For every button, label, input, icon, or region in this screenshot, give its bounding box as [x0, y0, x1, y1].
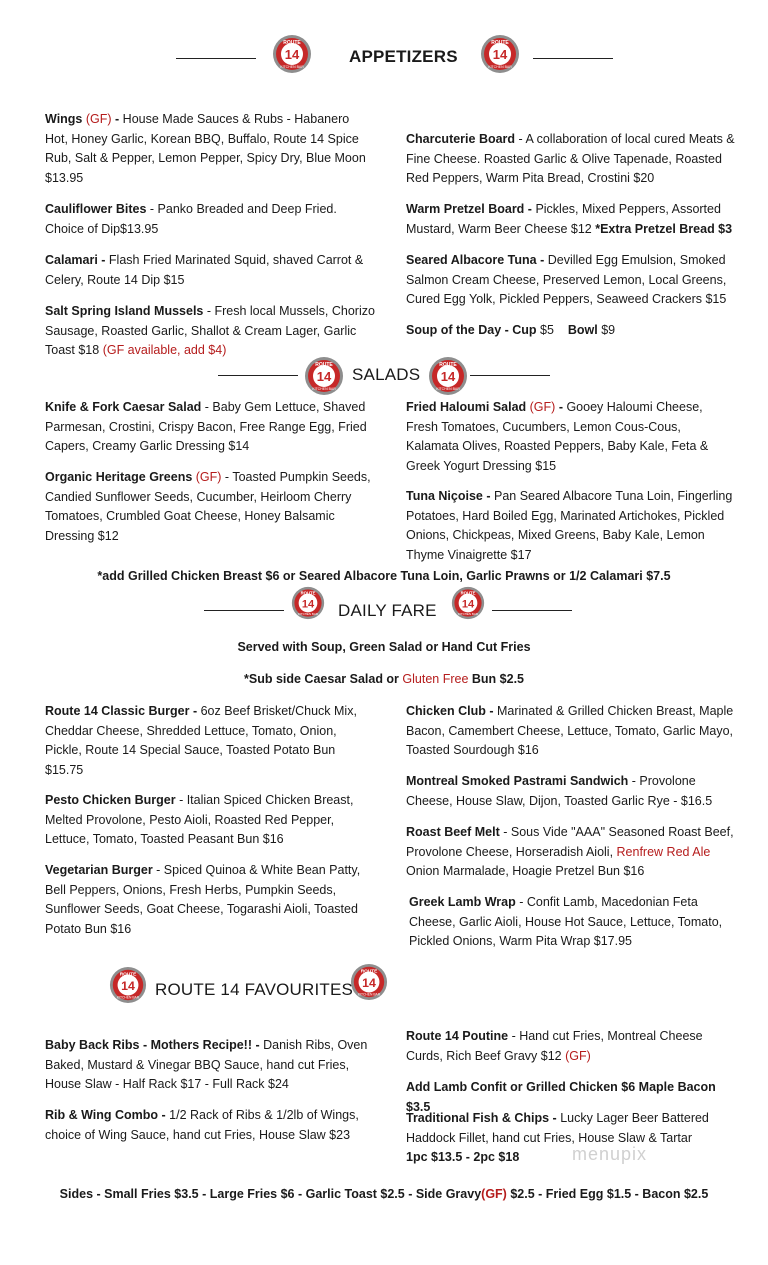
logo-sub-text: KITCHEN BAR [436, 387, 460, 391]
appetizers-rule-left [176, 58, 256, 59]
item-name: Seared Albacore Tuna - [406, 253, 548, 267]
salads-rule-right [470, 375, 550, 376]
menu-item-vegetarian-burger [45, 861, 375, 939]
item-name: Baby Back Ribs - Mothers Recipe!! - [45, 1038, 264, 1052]
item-extra: *Extra Pretzel Bread $3 [595, 221, 733, 236]
route14-logo [428, 356, 468, 396]
item-name: Vegetarian Burger [45, 863, 153, 877]
item-price-cup: $5 [536, 323, 554, 337]
logo-sub-text: KITCHEN BAR [458, 611, 478, 616]
route14-logo [451, 586, 485, 620]
section-title-favourites: ROUTE 14 FAVOURITES [155, 980, 354, 999]
item-name: Pesto Chicken Burger [45, 793, 176, 807]
item-name: Charcuterie Board [406, 132, 516, 146]
item-name: Soup of the Day - Cup [406, 323, 537, 337]
item-name: Calamari - [45, 253, 109, 267]
item-desc: Flash Fried Marinated Squid, shaved Carrot & Celery, Route 14 Dip $15 [45, 253, 364, 287]
item-desc: - Toasted Pumpkin Seeds, Candied Sunflower Seeds, Cucumber, Heirloom Cherry Tomatoes, Crumbled Goat Cheese, Honey Balsamic Dressing $12 [45, 470, 371, 543]
menu-item-charcuterie [406, 130, 736, 189]
logo-number: 14 [316, 369, 332, 384]
logo-route-text: ROUTE [491, 40, 509, 46]
gf-note: (GF available, add $4) [102, 343, 227, 357]
logo-sub-text: KITCHEN BAR [280, 65, 304, 69]
logo-number: 14 [121, 978, 135, 993]
item-desc: 6oz Beef Brisket/Chuck Mix, Cheddar Cheese, Shredded Lettuce, Tomato, Onion, Pickle, Route 14 Special Sauce, Toasted Potato Bun [45, 704, 357, 757]
menu-item-baby-back-ribs [45, 1036, 375, 1095]
item-name: Cauliflower Bites [45, 202, 147, 216]
menu-item-haloumi-salad [406, 398, 736, 476]
logo-sub-text: KITCHEN BAR [357, 992, 381, 997]
menu-item-tuna-nicoise [406, 487, 736, 565]
item-name: Route 14 Poutine [406, 1029, 509, 1043]
item-desc: - Baby Gem Lettuce, Shaved Parmesan, Crostini, Crispy Bacon, Free Range Egg, Fried Capers, Creamy Garlic Dressing $14 [45, 400, 367, 453]
menu-item-rib-wing-combo [45, 1106, 375, 1145]
logo-sub-text: KITCHEN BAR [488, 65, 512, 69]
item-desc: Danish Ribs, Oven Baked, Mustard & Vinegar BBQ Sauce, hand cut Fries, House Slaw - Half Rack $17 - Full Rack $24 [45, 1038, 368, 1091]
item-name: Fried Haloumi Salad [406, 400, 527, 414]
daily-fare-served-note: Served with Soup, Green Salad or Hand Cut Fries [237, 640, 531, 654]
item-desc: Marinated & Grilled Chicken Breast, Maple Bacon, Camembert Cheese, Lettuce, Tomato, Garlic Mayo, Toasted Sourdough $16 [406, 704, 734, 757]
item-desc: - Sous Vide "AAA" Seasoned Roast Beef, Provolone Cheese, Horseradish Aioli, [406, 825, 734, 859]
menu-item-wings [45, 110, 375, 188]
item-desc: Gooey Haloumi Cheese, Fresh Tomatoes, Cucumbers, Lemon Cous-Cous, Kalamata Olives, Roasted Peppers, Baby Kale, Feta & Greek Yogurt Dressing $15 [406, 400, 709, 473]
logo-number: 14 [301, 598, 315, 611]
item-desc: - Spiced Quinoa & White Bean Patty, Bell Peppers, Onions, Fresh Herbs, Pumpkin Seeds, Sunflower Seeds, Goat Cheese, Togarashi Aioli, Toasted Potato Bun $16 [45, 863, 361, 936]
logo-sub-text: KITCHEN BAR [312, 387, 336, 391]
item-name: Route 14 Classic Burger - [45, 704, 201, 718]
item-name: Greek Lamb Wrap [409, 895, 516, 909]
daily-fare-rule-right [492, 610, 572, 611]
section-title-daily-fare: DAILY FARE [338, 601, 437, 620]
route14-logo [109, 966, 147, 1004]
sides-line [0, 1185, 768, 1205]
item-name: Traditional Fish & Chips - [406, 1111, 561, 1125]
menu-item-cauliflower-bites [45, 200, 375, 239]
sub-note-gf: Gluten Free [402, 672, 469, 686]
menu-item-roast-beef-melt [406, 823, 736, 882]
item-desc: - Hand cut Fries, Montreal Cheese Curds, Rich Beef Gravy $12 [406, 1029, 703, 1063]
item-name: Warm Pretzel Board - [406, 202, 536, 216]
menu-item-mussels [45, 302, 375, 361]
gf-badge: (GF) [565, 1048, 591, 1063]
menu-item-fish-chips [406, 1109, 736, 1168]
logo-route-text: ROUTE [119, 972, 137, 978]
watermark: menupix [572, 1144, 648, 1164]
item-desc: Pan Seared Albacore Tuna Loin, Fingerling Potatoes, Hard Boiled Egg, Marinated Artichokes, Pickled Onions, Chickpeas, Mixed Greens, Baby Kale, Lemon Thyme Vinaigrette $17 [406, 489, 733, 562]
menu-item-pastrami-sandwich [406, 772, 736, 811]
salad-addon-note: *add Grilled Chicken Breast $6 or Seared Albacore Tuna Loin, Garlic Prawns or 1/2 Calamari $7.5 [97, 569, 671, 583]
sides-gf: (GF) [481, 1187, 507, 1201]
item-desc: - Fresh local Mussels, Chorizo Sausage, Roasted Garlic, Shallot & Cream Lager, Garlic Toast $18 [45, 304, 375, 357]
logo-route-text: ROUTE [460, 590, 476, 596]
gf-badge: (GF) [526, 400, 556, 414]
route14-logo [350, 963, 388, 1001]
route14-logo [291, 586, 325, 620]
item-desc: House Made Sauces & Rubs - Habanero Hot, Honey Garlic, Korean BBQ, Buffalo, Route 14 Spice Rub, Salt & Pepper, Lemon Pepper, Spicy Dry, Blue Moon [45, 112, 366, 165]
item-name: Wings [45, 112, 83, 126]
gf-badge: (GF) [85, 112, 112, 126]
logo-number: 14 [492, 47, 508, 62]
item-price: $13.95 [120, 221, 159, 236]
menu-item-calamari [45, 251, 375, 290]
logo-sub-text: KITCHEN BAR [298, 611, 318, 616]
logo-route-text: ROUTE [439, 362, 457, 368]
logo-sub-text: KITCHEN BAR [116, 995, 140, 1000]
item-desc: - Confit Lamb, Macedonian Feta Cheese, Garlic Aioli, House Hot Sauce, Lettuce, Tomato, Pickled Onions, Warm Pita Wrap $17.95 [409, 895, 723, 948]
section-title-appetizers: APPETIZERS [349, 47, 458, 66]
logo-route-text: ROUTE [360, 969, 378, 975]
daily-fare-sub-note [0, 670, 768, 690]
item-desc: Lucky Lager Beer Battered Haddock Fillet, hand cut Fries, House Slaw & Tartar [406, 1111, 709, 1145]
section-title-salads: SALADS [352, 365, 421, 384]
item-desc-2: Onion Marmalade, Hoagie Pretzel Bun $16 [406, 864, 645, 878]
logo-route-text: ROUTE [283, 40, 301, 46]
menu-item-chicken-club [406, 702, 736, 761]
route14-logo [480, 34, 520, 74]
item-desc: Pickles, Mixed Peppers, Assorted Mustard, Warm Beer Cheese $12 [406, 202, 721, 236]
menu-item-caesar-salad [45, 398, 375, 457]
item-desc: - Panko Breaded and Deep Fried. Choice of Dip [45, 202, 337, 236]
sides-b: $2.5 - Fried Egg $1.5 - Bacon $2.5 [506, 1187, 709, 1201]
item-price: $13.95 [45, 170, 84, 185]
item-price-bowl: $9 [597, 323, 616, 337]
logo-number: 14 [362, 975, 376, 990]
item-name: Montreal Smoked Pastrami Sandwich [406, 774, 629, 788]
item-name: Salt Spring Island Mussels [45, 304, 204, 318]
item-desc: - Provolone Cheese, House Slaw, Dijon, Toasted Garlic Rye - $16.5 [406, 774, 713, 808]
menu-item-seared-tuna [406, 251, 736, 310]
item-desc: - Italian Spiced Chicken Breast, Melted Provolone, Pesto Aioli, Roasted Red Pepper, Lettuce, Tomato, Toasted Peasant Bun $16 [45, 793, 354, 846]
item-name: Roast Beef Melt [406, 825, 500, 839]
item-name: Knife & Fork Caesar Salad [45, 400, 202, 414]
item-ale: Renfrew Red Ale [616, 844, 711, 859]
menu-item-greek-lamb-wrap [409, 893, 739, 952]
menu-item-soup [406, 321, 736, 341]
route14-logo [272, 34, 312, 74]
item-desc: Devilled Egg Emulsion, Smoked Salmon Cream Cheese, Preserved Lemon, Local Greens, Cured Egg Yolk, Pickled Peppers, Seaweed Crackers $15 [406, 253, 727, 306]
logo-route-text: ROUTE [300, 590, 316, 596]
logo-route-text: ROUTE [315, 362, 333, 368]
item-name: Chicken Club - [406, 704, 497, 718]
poutine-addon-note: Add Lamb Confit or Grilled Chicken $6 Maple Bacon $3.5 [406, 1080, 716, 1114]
item-sep: - [111, 112, 123, 126]
sub-note-b: Bun $2.5 [468, 672, 524, 686]
logo-number: 14 [440, 369, 456, 384]
menu-item-classic-burger [45, 702, 375, 780]
item-price: $15.75 [45, 762, 84, 777]
menu-item-heritage-greens [45, 468, 375, 546]
item-sep: - [555, 400, 567, 414]
item-prices: 1pc $13.5 - 2pc $18 [406, 1150, 520, 1164]
logo-number: 14 [284, 47, 300, 62]
menu-item-poutine [406, 1027, 736, 1066]
menu-item-pesto-chicken-burger [45, 791, 375, 850]
item-desc: - A collaboration of local cured Meats & Fine Cheese. Roasted Garlic & Olive Tapenade, Roasted Red Peppers, Warm Pita Bread, Crostini $20 [406, 132, 735, 185]
route14-logo [304, 356, 344, 396]
salads-rule-left [218, 375, 298, 376]
item-name: Tuna Niçoise - [406, 489, 494, 503]
item-name: Organic Heritage Greens [45, 470, 193, 484]
menu-item-pretzel-board [406, 200, 736, 239]
daily-fare-rule-left [204, 610, 284, 611]
appetizers-rule-right [533, 58, 613, 59]
sides-a: Sides - Small Fries $3.5 - Large Fries $6 - Garlic Toast $2.5 - Side Gravy [59, 1187, 482, 1201]
sub-note-a: *Sub side Caesar Salad or [244, 672, 403, 686]
item-bowl-label: Bowl [567, 323, 598, 337]
item-name: Rib & Wing Combo - [45, 1108, 170, 1122]
item-desc: 1/2 Rack of Ribs & 1/2lb of Wings, choice of Wing Sauce, hand cut Fries, House Slaw $23 [45, 1108, 359, 1142]
logo-number: 14 [461, 598, 475, 611]
gf-badge: (GF) [192, 470, 222, 484]
